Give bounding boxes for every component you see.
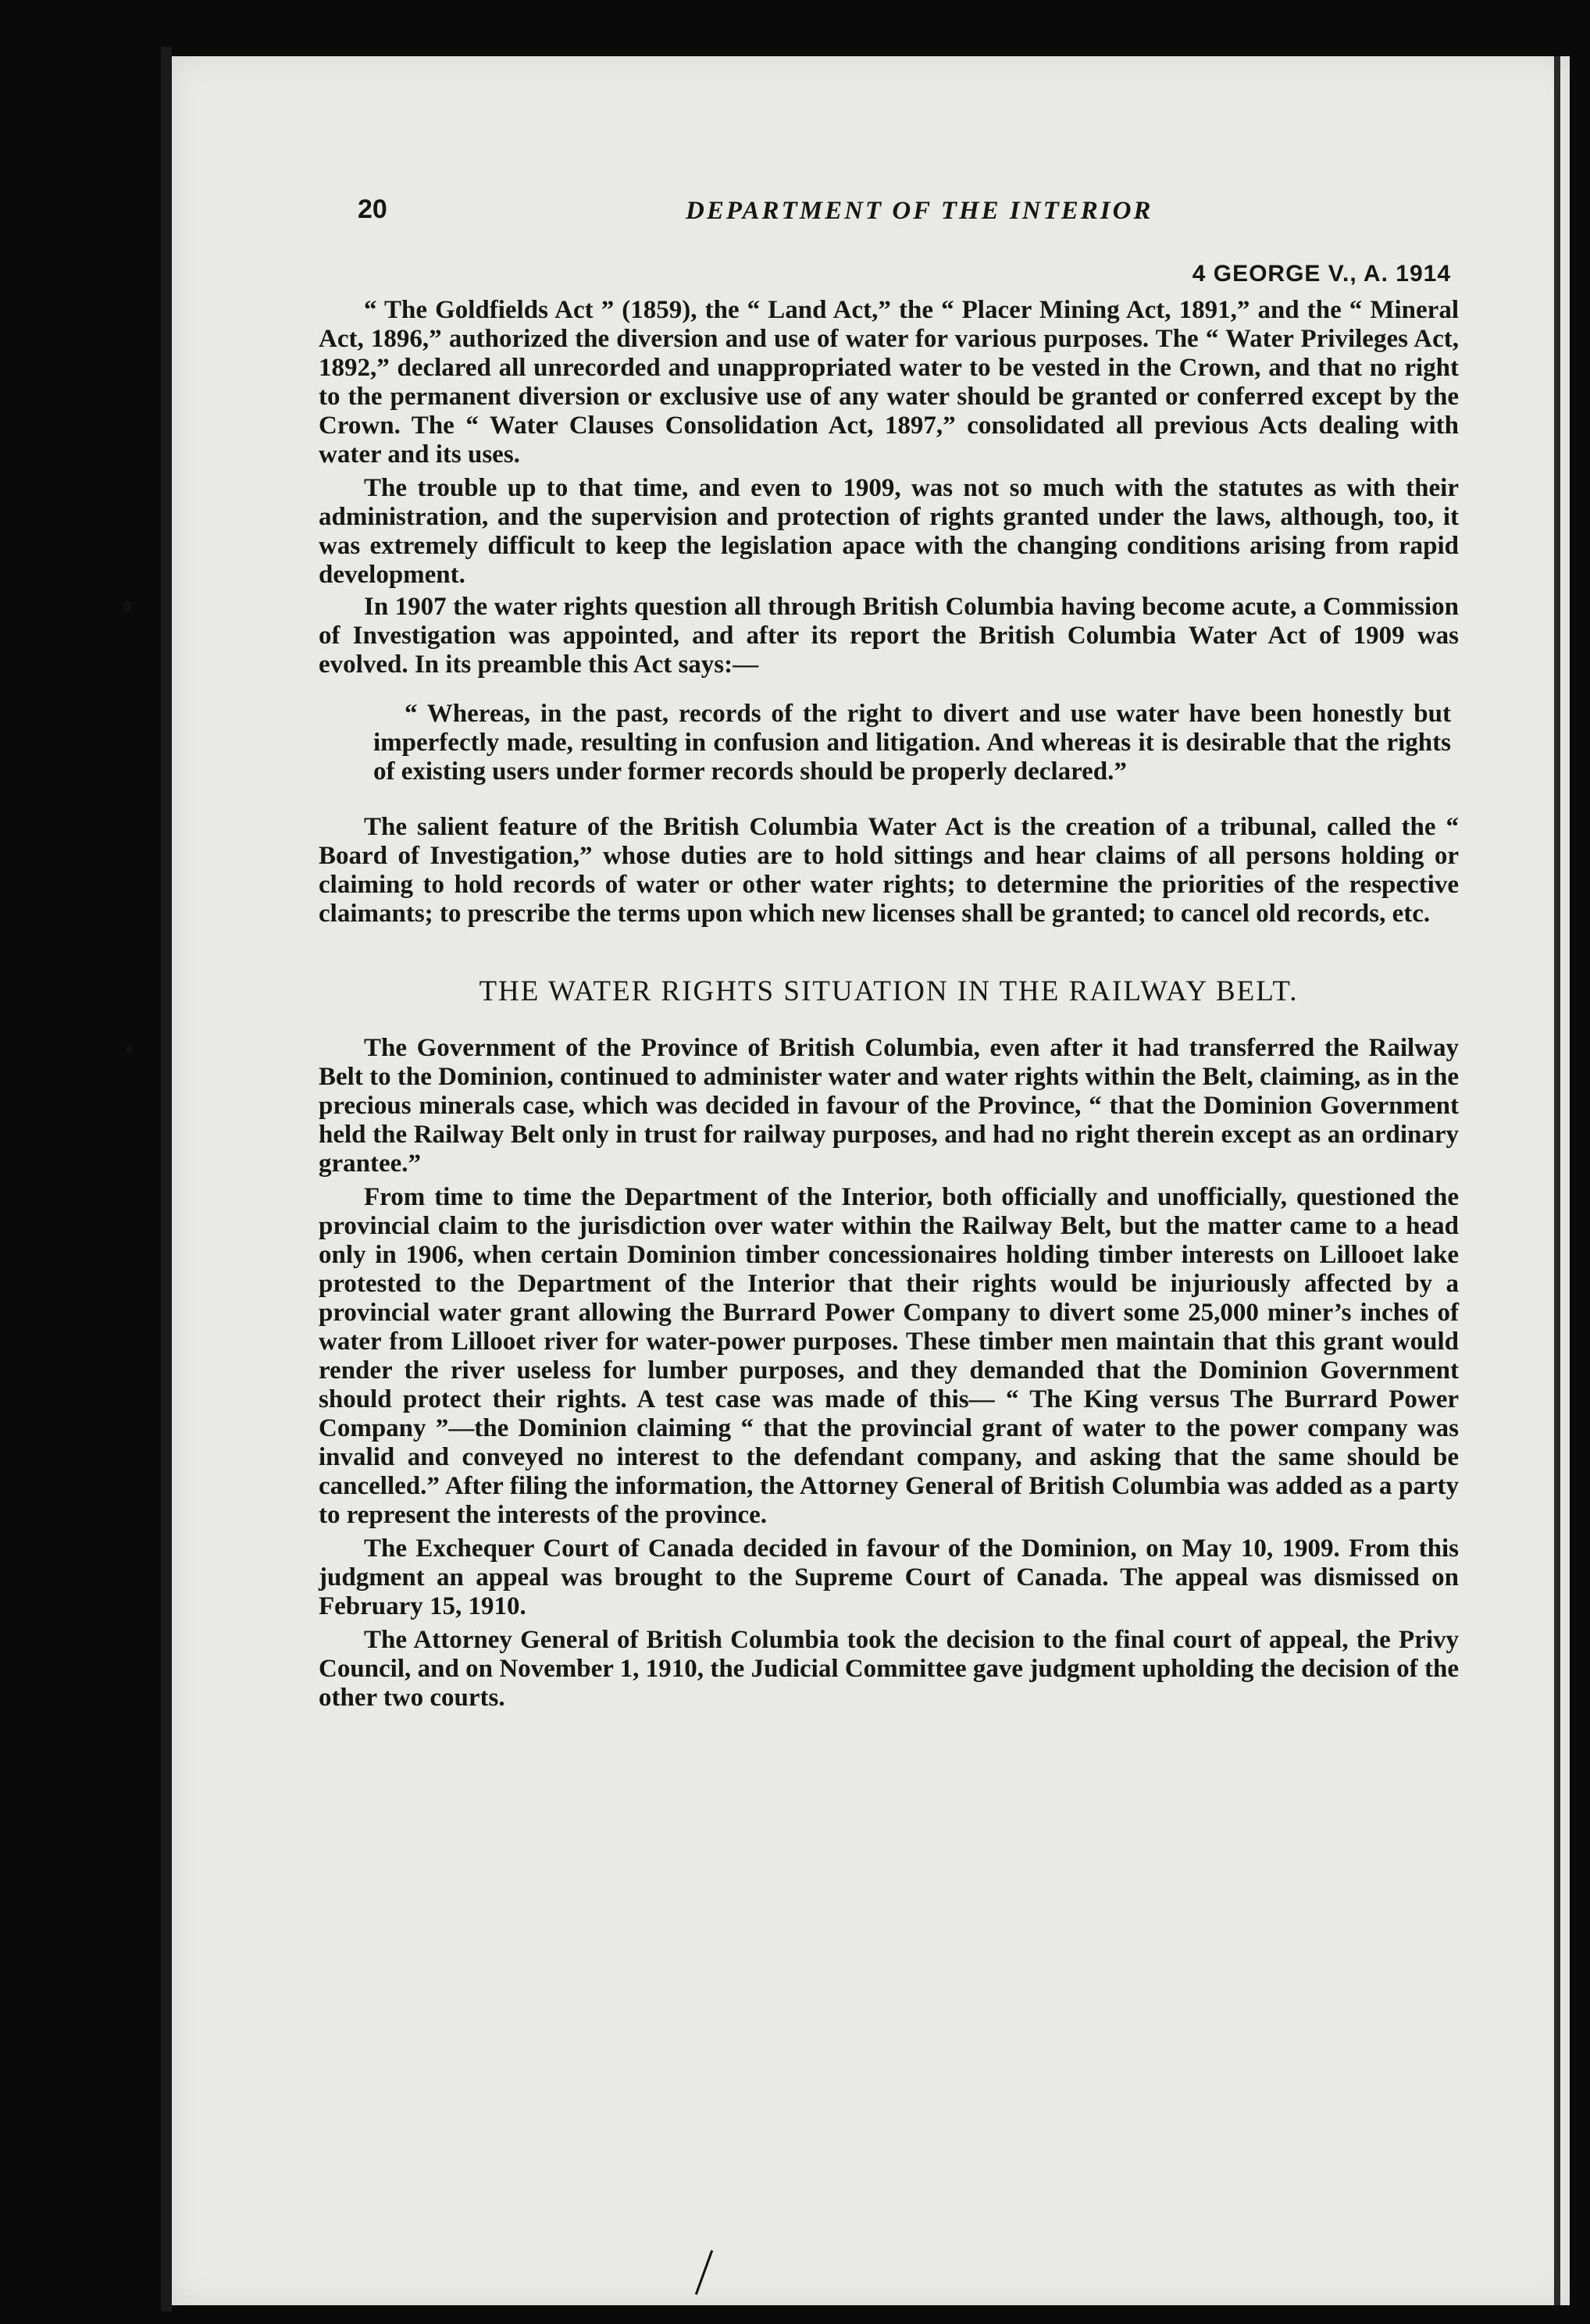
document-body — [319, 187, 1459, 1717]
paragraph: The trouble up to that time, and even to 1909, was not so much with the statutes as with their administration, and the supervision and protection of rights granted under the laws, although, too, it was extremely difficult to keep the legislation apace with the changing conditions arising from rapid development. — [319, 474, 1459, 589]
paragraph: The Exchequer Court of Canada decided in favour of the Dominion, on May 10, 1909. From this judgment an appeal was brought to the Supreme Court of Canada. The appeal was dismissed on February 15, 1910. — [319, 1534, 1459, 1620]
paragraph: The salient feature of the British Columbia Water Act is the creation of a tribunal, called the “ Board of Investigation,” whose duties are to hold sittings and hear claims of all persons holding or claiming to hold records of water or other water rights; to determine the priorities of the respective claimants; to prescribe the terms upon which new licenses shall be granted; to cancel old records, etc. — [319, 813, 1459, 928]
section-heading: THE WATER RIGHTS SITUATION IN THE RAILWAY BELT. — [479, 975, 1299, 1007]
page-left-edge — [161, 47, 172, 2312]
page-right-edge — [1554, 56, 1560, 2305]
running-head: DEPARTMENT OF THE INTERIOR — [686, 197, 1153, 225]
paragraph: The Attorney General of British Columbia took the decision to the final court of appeal, the Privy Council, and on November 1, 1910, the Judicial Committee gave judgment upholding the decision of the other two courts. — [319, 1626, 1459, 1712]
page-number: 20 — [358, 194, 387, 224]
margin-speck — [127, 1045, 133, 1053]
paragraph: From time to time the Department of the Interior, both officially and unofficially, questioned the provincial claim to the jurisdiction over water within the Railway Belt, but the matter came to a head only in 1906, when certain Dominion timber concessionaires holding timber interests on Lillooet lake protested to the Department of the Interior that their rights would be injuriously affected by a provincial water grant allowing the Burrard Power Company to divert some 25,000 miner’s inches of water from Lillooet river for water-power purposes. These timber men maintain that this grant would render the river useless for lumber purposes, and they demanded that the Dominion Government should protect their rights. A test case was made of this— “ The King versus The Burrard Power Company ”—the Dominion claiming “ that the provincial grant of water to the power company was invalid and conveyed no interest to the defendant company, and asking that the same should be cancelled.” After filing the information, the Attorney General of British Columbia was added as a party to represent the interests of the province. — [319, 1183, 1459, 1529]
quote-text: “ Whereas, in the past, records of the right to divert and use water have been honestly but imperfectly made, resulting in confusion and litigation. And whereas it is desirable that the rights of existing users under former records should be properly declared.” — [373, 700, 1451, 786]
paragraph: In 1907 the water rights question all through British Columbia having become acute, a Commission of Investigation was appointed, and after its report the British Columbia Water Act of 1909 was evolved. In its preamble this Act says:— — [319, 593, 1459, 679]
paragraph: “ The Goldfields Act ” (1859), the “ Land Act,” the “ Placer Mining Act, 1891,” and the “ Mineral Act, 1896,” authorized the diversion and use of water for various purposes. The “ Water Privileges Act, 1892,” declared all unrecorded and unappropriated water to be vested in the Crown, and that no right to the permanent diversion or exclusive use of any water should be granted or conferred except by the Crown. The “ Water Clauses Consolidation Act, 1897,” consolidated all previous Acts dealing with water and its uses. — [319, 296, 1459, 469]
margin-speck — [123, 601, 131, 612]
paragraph: The Government of the Province of British Columbia, even after it had transferred the Railway Belt to the Dominion, continued to administer water and water rights within the Belt, claiming, as in the precious minerals case, which was decided in favour of the Province, “ that the Dominion Government held the Railway Belt only in trust for railway purposes, and had no right therein except as an ordinary grantee.” — [319, 1034, 1459, 1178]
page-header — [319, 187, 1459, 234]
block-quote — [319, 700, 1459, 786]
session-line: 4 GEORGE V., A. 1914 — [1192, 261, 1451, 287]
